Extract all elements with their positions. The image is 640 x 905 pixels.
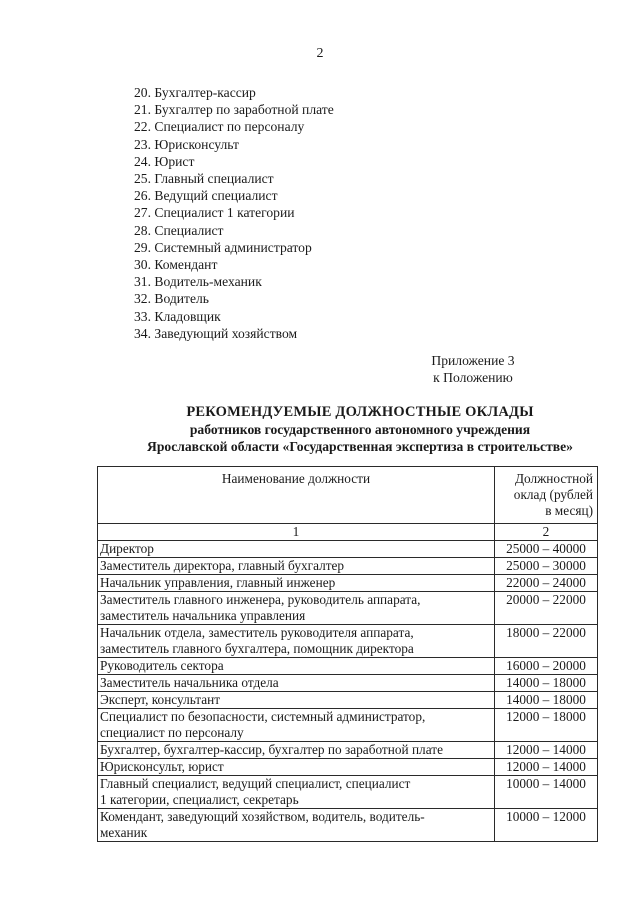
position-item: 24. Юрист [134, 153, 195, 169]
salary-range-cell: 22000 – 24000 [495, 575, 598, 592]
position-item: 20. Бухгалтер-кассир [134, 85, 256, 100]
position-name-cell [98, 759, 495, 776]
header-salary-line: оклад (рублей [513, 487, 593, 502]
position-item: 34. Заведующий хозяйством [134, 325, 298, 341]
table-row [98, 558, 598, 575]
position-name-line: Эксперт, консультант [100, 692, 221, 707]
heading-title: РЕКОМЕНДУЕМЫЕ ДОЛЖНОСТНЫЕ ОКЛАДЫ [186, 404, 534, 420]
position-name-cell [98, 625, 495, 658]
position-item: 32. Водитель [134, 291, 210, 307]
position-name-cell [98, 675, 495, 692]
header-salary-line: Должностной [514, 471, 593, 486]
appendix-note [398, 352, 548, 386]
salary-range-cell: 25000 – 40000 [495, 541, 598, 558]
appendix-line: Приложение 3 [431, 353, 515, 368]
table-row [98, 675, 598, 692]
table-row [98, 592, 598, 625]
table-row [98, 692, 598, 709]
position-name-line: Руководитель сектора [100, 658, 224, 673]
column-index: 2 [495, 524, 598, 541]
position-name-line: Главный специалист, ведущий специалист, специалист [100, 776, 411, 791]
document-heading [80, 404, 640, 455]
table-row [98, 625, 598, 658]
table-row [98, 809, 598, 842]
position-item: 28. Специалист [134, 222, 224, 238]
salary-range-cell: 18000 – 22000 [495, 625, 598, 658]
position-name-line: Директор [100, 541, 154, 556]
position-item: 25. Главный специалист [134, 171, 274, 187]
position-item: 33. Кладовщик [134, 308, 221, 324]
salary-range-cell: 12000 – 14000 [495, 759, 598, 776]
position-name-cell [98, 575, 495, 592]
position-item: 22. Специалист по персоналу [134, 119, 305, 135]
position-name-cell [98, 541, 495, 558]
position-name-line: Заместитель директора, главный бухгалтер [100, 558, 345, 573]
table-row [98, 658, 598, 675]
position-item: 27. Специалист 1 категории [134, 205, 295, 221]
position-name-line: заместитель начальника управления [100, 608, 306, 623]
table-row [98, 742, 598, 759]
salary-range-cell: 25000 – 30000 [495, 558, 598, 575]
heading-subtitle: работников государственного автономного учреждения [189, 422, 531, 437]
position-name-line: механик [100, 825, 148, 840]
page-number: 2 [316, 46, 324, 61]
position-item: 26. Ведущий специалист [134, 188, 278, 204]
table-header-row [98, 467, 598, 524]
position-name-line: 1 категории, специалист, секретарь [100, 792, 299, 807]
salary-range-cell: 10000 – 14000 [495, 776, 598, 809]
position-item: 21. Бухгалтер по заработной плате [134, 102, 334, 118]
position-name-cell [98, 709, 495, 742]
salary-range-cell: 12000 – 14000 [495, 742, 598, 759]
position-name-line: Начальник отдела, заместитель руководителя аппарата, [100, 625, 414, 640]
column-index: 1 [98, 524, 495, 541]
header-salary [495, 467, 598, 524]
column-index-row [98, 524, 598, 541]
appendix-line: к Положению [433, 370, 513, 385]
table-row [98, 709, 598, 742]
header-salary-line: в месяц) [545, 503, 593, 518]
position-item: 29. Системный администратор [134, 239, 312, 255]
salary-range-cell: 16000 – 20000 [495, 658, 598, 675]
position-item: 23. Юрисконсульт [134, 136, 239, 152]
salary-range-cell: 20000 – 22000 [495, 592, 598, 625]
position-name-line: Комендант, заведующий хозяйством, водитель, водитель- [100, 809, 425, 824]
salary-range-cell: 10000 – 12000 [495, 809, 598, 842]
position-name-cell [98, 742, 495, 759]
table-row [98, 541, 598, 558]
position-name-line: Специалист по безопасности, системный администратор, [100, 709, 426, 724]
position-name-cell [98, 776, 495, 809]
position-name-line: Заместитель начальника отдела [100, 675, 279, 690]
position-name-line: Бухгалтер, бухгалтер-кассир, бухгалтер по заработной плате [100, 742, 443, 757]
position-name-cell [98, 558, 495, 575]
position-name-cell [98, 692, 495, 709]
position-name-cell [98, 592, 495, 625]
table-row [98, 776, 598, 809]
heading-subtitle: Ярославской области «Государственная экспертиза в строительстве» [147, 439, 573, 454]
salary-range-cell: 14000 – 18000 [495, 692, 598, 709]
header-position-name: Наименование должности [98, 467, 495, 524]
position-list [134, 84, 334, 342]
salary-range-cell: 12000 – 18000 [495, 709, 598, 742]
position-name-line: заместитель главного бухгалтера, помощник директора [100, 641, 414, 656]
position-name-line: Начальник управления, главный инженер [100, 575, 336, 590]
position-name-cell [98, 809, 495, 842]
position-name-line: Заместитель главного инженера, руководитель аппарата, [100, 592, 421, 607]
position-name-cell [98, 658, 495, 675]
position-name-line: специалист по персоналу [100, 725, 244, 740]
table-row [98, 759, 598, 776]
position-item: 30. Комендант [134, 257, 218, 273]
position-name-line: Юрисконсульт, юрист [100, 759, 224, 774]
table-row [98, 575, 598, 592]
salary-table [97, 466, 598, 842]
salary-range-cell: 14000 – 18000 [495, 675, 598, 692]
position-item: 31. Водитель-механик [134, 274, 262, 290]
